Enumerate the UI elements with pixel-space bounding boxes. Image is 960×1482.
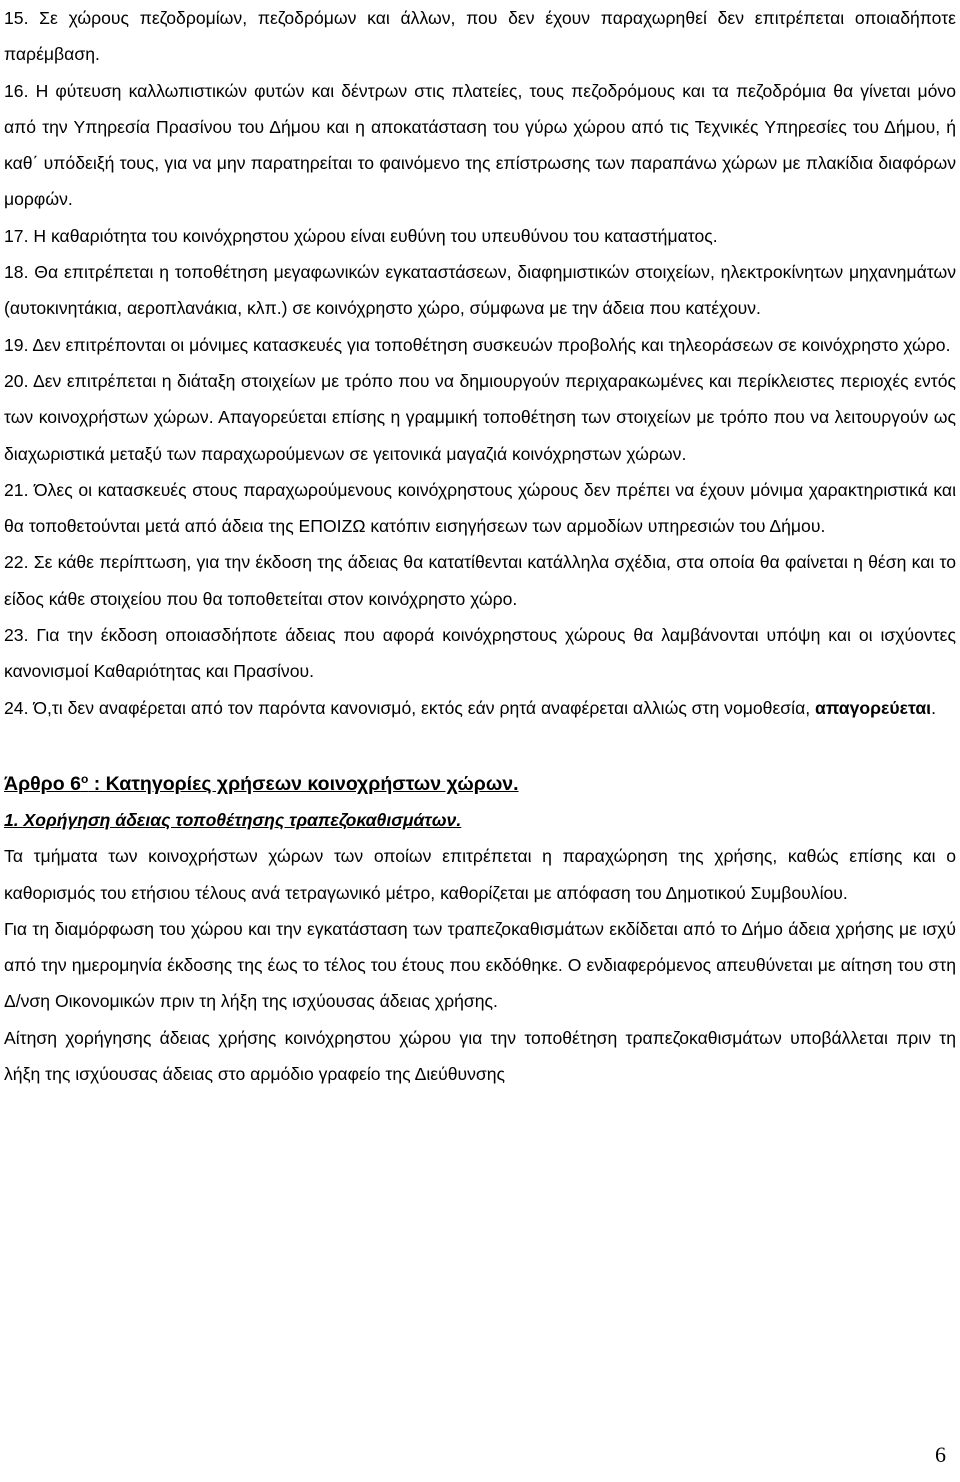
item-20: 20. Δεν επιτρέπεται η διάταξη στοιχείων με τρόπο που να δημιουργούν περιχαρακωμένες και περίκλειστες περιοχές εντός των κοινοχρήστων χώρων. Απαγορεύεται επίσης η γραμμική τοποθέτηση των στοιχείων με τρόπο που να λειτουργούν ως διαχωριστικά μεταξύ των παραχωρούμενων σε γειτονικά μαγαζιά κοινόχρηστων χώρων.: [4, 370, 956, 464]
page-number: 6: [935, 1442, 946, 1467]
section-1-paragraph-2: Για τη διαμόρφωση του χώρου και την εγκατάσταση των τραπεζοκαθισμάτων εκδίδεται από το Δήμο άδεια χρήσης με ισχύ από την ημερομηνία έκδοσης της έως το τέλος του έτους που εκδόθηκε. Ο ενδιαφερόμενος απευθύνεται με αίτηση του στη Δ/νση Οικονομικών πριν τη λήξη της ισχύουσας άδειας χρήσης.: [4, 918, 956, 1012]
section-1-paragraph-3: Αίτηση χορήγησης άδειας χρήσης κοινόχρηστου χώρου για την τοποθέτηση τραπεζοκαθισμάτων υποβάλλεται πριν τη λήξη της ισχύουσας άδειας στο αρμόδιο γραφείο της Διεύθυνσης: [4, 1027, 956, 1085]
item-24: [4, 690, 956, 726]
article-prefix: Άρθρο 6: [4, 772, 81, 795]
article-heading: [4, 766, 956, 802]
item-24-end: .: [931, 697, 936, 718]
section-1-paragraph-1: Τα τμήματα των κοινοχρήστων χώρων των οποίων επιτρέπεται η παραχώρηση της χρήσης, καθώς επίσης και ο καθορισμός του ετήσιου τέλους ανά τετραγωνικό μέτρο, καθορίζεται με απόφαση του Δημοτικού Συμβουλίου.: [4, 846, 956, 903]
item-18: 18. Θα επιτρέπεται η τοποθέτηση μεγαφωνικών εγκαταστάσεων, διαφημιστικών στοιχείων, ηλεκτροκίνητων μηχανημάτων (αυτοκινητάκια, αεροπλανάκια, κλπ.) σε κοινόχρηστο χώρο, σύμφωνα με την άδεια που κατέχουν.: [4, 262, 956, 319]
item-23: 23. Για την έκδοση οποιασδήποτε άδειας που αφορά κοινόχρηστους χώρους θα λαμβάνονται υπόψη και οι ισχύοντες κανονισμοί Καθαριότητας και Πρασίνου.: [4, 625, 956, 682]
item-16: 16. Η φύτευση καλλωπιστικών φυτών και δέντρων στις πλατείες, τους πεζοδρόμους και τα πεζοδρόμια θα γίνεται μόνο από την Υπηρεσία Πρασίνου του Δήμου και η αποκατάσταση του γύρω χώρου από τις Τεχνικές Υπηρεσίες του Δήμου, ή καθ΄ υπόδειξή τους, για να μην παρατηρείται το φαινόμενο της επίστρωσης των παραπάνω χώρων με πλακίδια διαφόρων μορφών.: [4, 80, 956, 210]
article-superscript: ο: [80, 771, 89, 786]
item-21: 21. Όλες οι κατασκευές στους παραχωρούμενους κοινόχρηστους χώρους δεν πρέπει να έχουν μόνιμα χαρακτηριστικά και θα τοποθετούνται μετά από άδεια της ΕΠΟΙΖΩ κατόπιν εισηγήσεων των αρμοδίων υπηρεσιών του Δήμου.: [4, 479, 956, 537]
item-17: 17. Η καθαριότητα του κοινόχρηστου χώρου είναι ευθύνη του υπευθύνου του καταστήματος.: [4, 225, 718, 246]
item-15: 15. Σε χώρους πεζοδρομίων, πεζοδρόμων και άλλων, που δεν έχουν παραχωρηθεί δεν επιτρέπεται οποιαδήποτε παρέμβαση.: [4, 8, 956, 65]
item-22: 22. Σε κάθε περίπτωση, για την έκδοση της άδειας θα κατατίθενται κατάλληλα σχέδια, στα οποία θα φαίνεται η θέση και το είδος κάθε στοιχείου που θα τοποθετείται στον κοινόχρηστο χώρο.: [4, 552, 956, 609]
item-24-text: 24. Ό,τι δεν αναφέρεται από τον παρόντα κανονισμό, εκτός εάν ρητά αναφέρεται αλλιώς στη νομοθεσία,: [4, 697, 816, 718]
article-title: : Κατηγορίες χρήσεων κοινοχρήστων χώρων.: [88, 772, 519, 795]
item-24-bold: απαγορεύεται: [815, 697, 932, 718]
item-19: 19. Δεν επιτρέπονται οι μόνιμες κατασκευές για τοποθέτηση συσκευών προβολής και τηλεοράσεων σε κοινόχρηστο χώρο.: [4, 334, 951, 355]
section-spacer: [4, 726, 956, 762]
section-1-title: 1. Χορήγηση άδειας τοποθέτησης τραπεζοκαθισμάτων.: [4, 809, 462, 830]
document-page: [4, 0, 956, 1092]
